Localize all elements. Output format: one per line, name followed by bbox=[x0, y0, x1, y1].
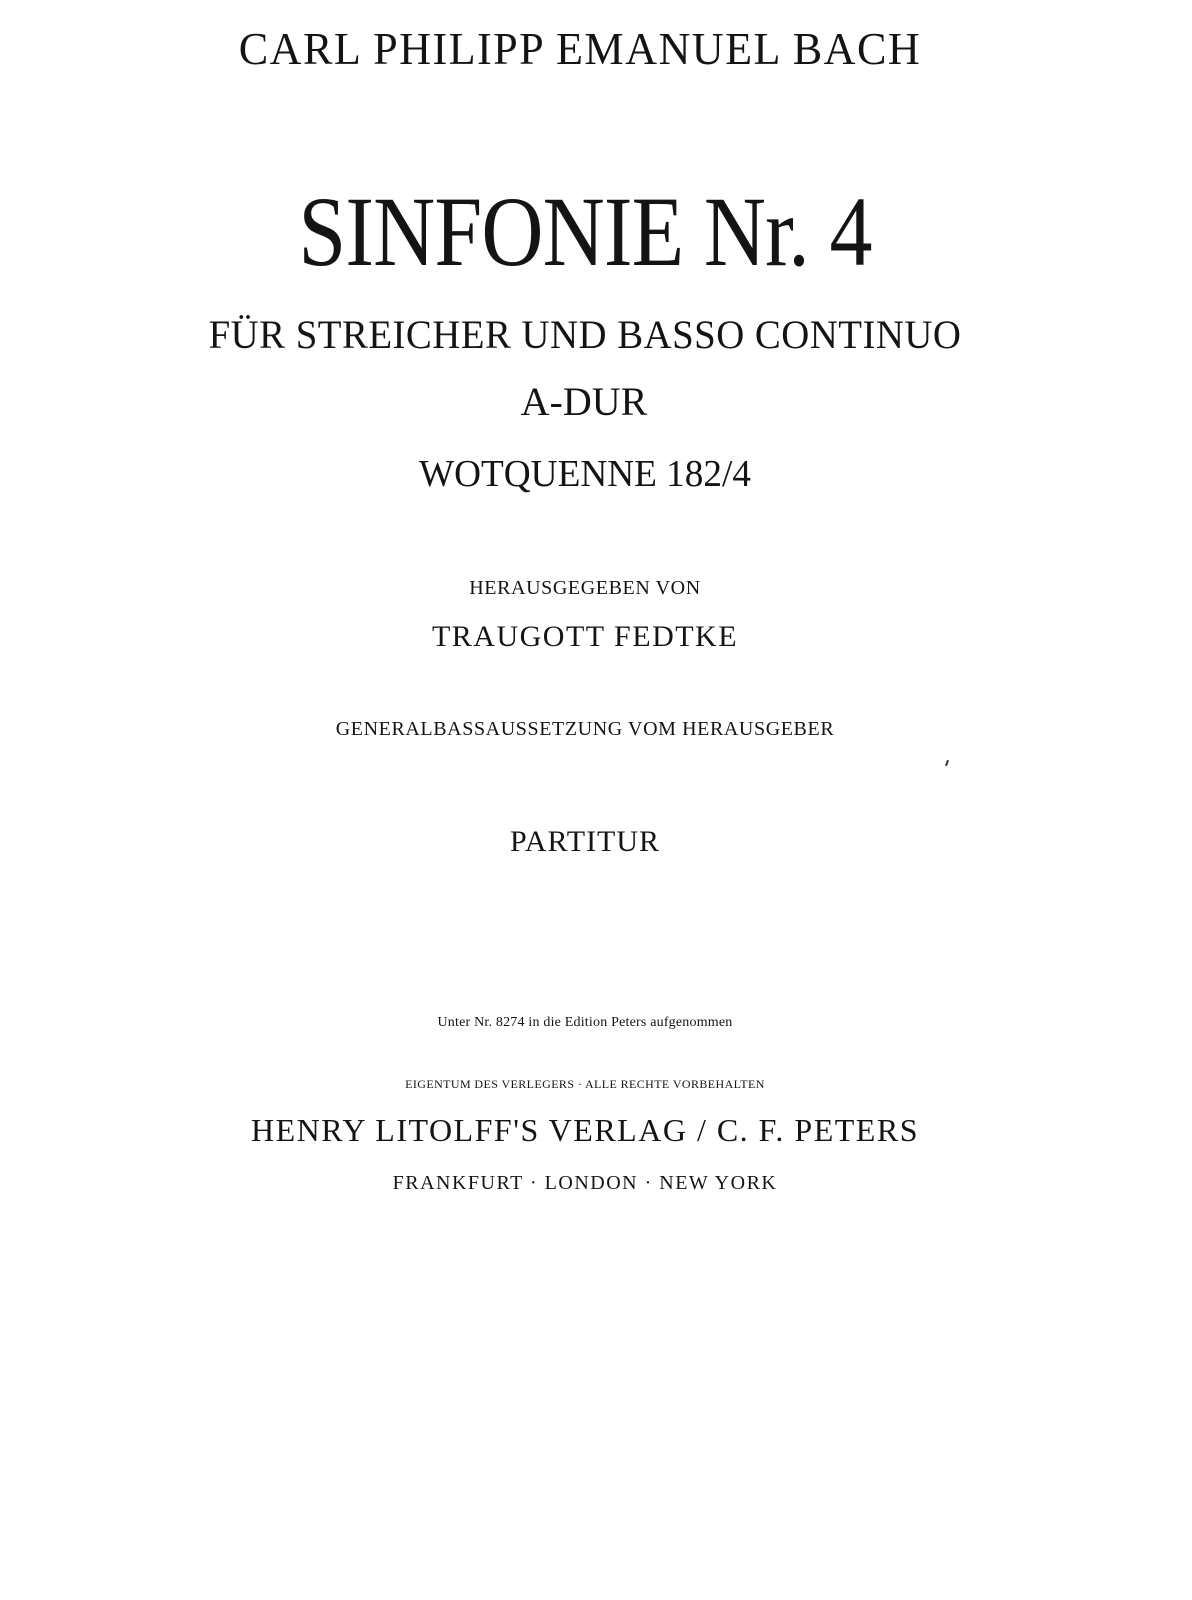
continuo-realization-note: GENERALBASSAUSSETZUNG VOM HERAUSGEBER bbox=[335, 718, 835, 740]
score-type: PARTITUR bbox=[509, 825, 661, 858]
key-signature: A-DUR bbox=[520, 379, 648, 424]
scoring-line: FÜR STREICHER UND BASSO CONTINUO bbox=[208, 312, 962, 357]
publisher-cities: FRANKFURT · LONDON · NEW YORK bbox=[392, 1172, 778, 1194]
publisher-name: HENRY LITOLFF'S VERLAG / C. F. PETERS bbox=[251, 1112, 919, 1148]
print-speck bbox=[945, 760, 949, 766]
edition-note: Unter Nr. 8274 in die Edition Peters aufgenommen bbox=[437, 1015, 733, 1030]
work-title: SINFONIE Nr. 4 bbox=[298, 176, 872, 287]
catalogue-number: WOTQUENNE 182/4 bbox=[418, 453, 752, 495]
composer-name: CARL PHILIPP EMANUEL BACH bbox=[238, 23, 922, 74]
editor-label: HERAUSGEGEBEN VON bbox=[469, 577, 701, 599]
editor-name: TRAUGOTT FEDTKE bbox=[431, 620, 739, 653]
rights-notice: EIGENTUM DES VERLEGERS · ALLE RECHTE VORBEHALTEN bbox=[405, 1077, 765, 1091]
